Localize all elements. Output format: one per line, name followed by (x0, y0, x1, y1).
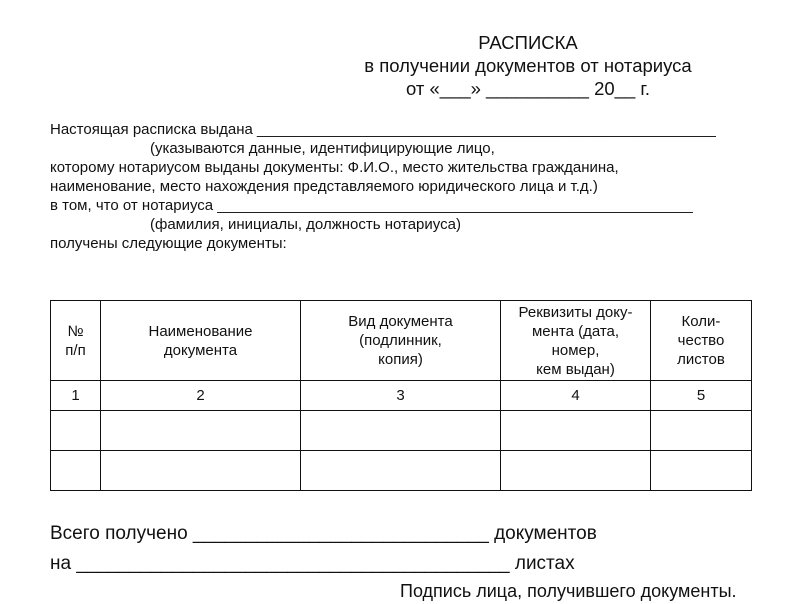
total-sheets-line: на _________________________________________ листах (50, 553, 575, 574)
table-cell[interactable] (101, 451, 301, 491)
document-title: РАСПИСКА (478, 32, 578, 53)
receipt-body (50, 120, 716, 253)
documents-intro: получены следующие документы: (50, 235, 287, 252)
document-header (320, 31, 736, 100)
issued-to-hint-cont: которому нотариусом выданы документы: Ф.И.О., место жительства гражданина, (50, 159, 619, 176)
table-row (51, 411, 752, 451)
table-cell[interactable] (651, 411, 752, 451)
table-cell[interactable] (501, 411, 651, 451)
header-number: № п/п (51, 301, 101, 381)
table-cell[interactable] (651, 451, 752, 491)
column-number-row (51, 381, 752, 411)
table-header-row (51, 301, 752, 381)
date-line: от «___» __________ 20__ г. (405, 78, 651, 99)
receipt-footer (50, 519, 597, 579)
column-number: 5 (651, 381, 752, 411)
issued-to-line: Настоящая расписка выдана _______________________________________________________ (50, 121, 716, 138)
document-subtitle: в получении документов от нотариуса (364, 55, 692, 76)
table-cell[interactable] (51, 411, 101, 451)
column-number: 4 (501, 381, 651, 411)
issued-to-hint: (указываются данные, идентифицирующие лицо, (150, 140, 495, 157)
header-document-name: Наименование документа (101, 301, 301, 381)
notary-line: в том, что от нотариуса _________________________________________________________ (50, 197, 693, 214)
table-cell[interactable] (301, 451, 501, 491)
column-number: 1 (51, 381, 101, 411)
header-document-details: Реквизиты доку- мента (дата, номер, кем выдан) (501, 301, 651, 381)
signature-label: Подпись лица, получившего документы. (400, 581, 737, 601)
header-sheet-count: Коли- чество листов (651, 301, 752, 381)
header-document-type: Вид документа (подлинник, копия) (301, 301, 501, 381)
column-number: 2 (101, 381, 301, 411)
table-cell[interactable] (51, 451, 101, 491)
documents-table (50, 300, 752, 491)
table-cell[interactable] (301, 411, 501, 451)
table-row (51, 451, 752, 491)
column-number: 3 (301, 381, 501, 411)
table-cell[interactable] (501, 451, 651, 491)
notary-hint: (фамилия, инициалы, должность нотариуса) (150, 216, 461, 233)
total-documents-line: Всего получено ____________________________ документов (50, 523, 597, 544)
issued-to-hint-cont2: наименование, место нахождения представляемого юридического лица и т.д.) (50, 178, 598, 195)
table-cell[interactable] (101, 411, 301, 451)
